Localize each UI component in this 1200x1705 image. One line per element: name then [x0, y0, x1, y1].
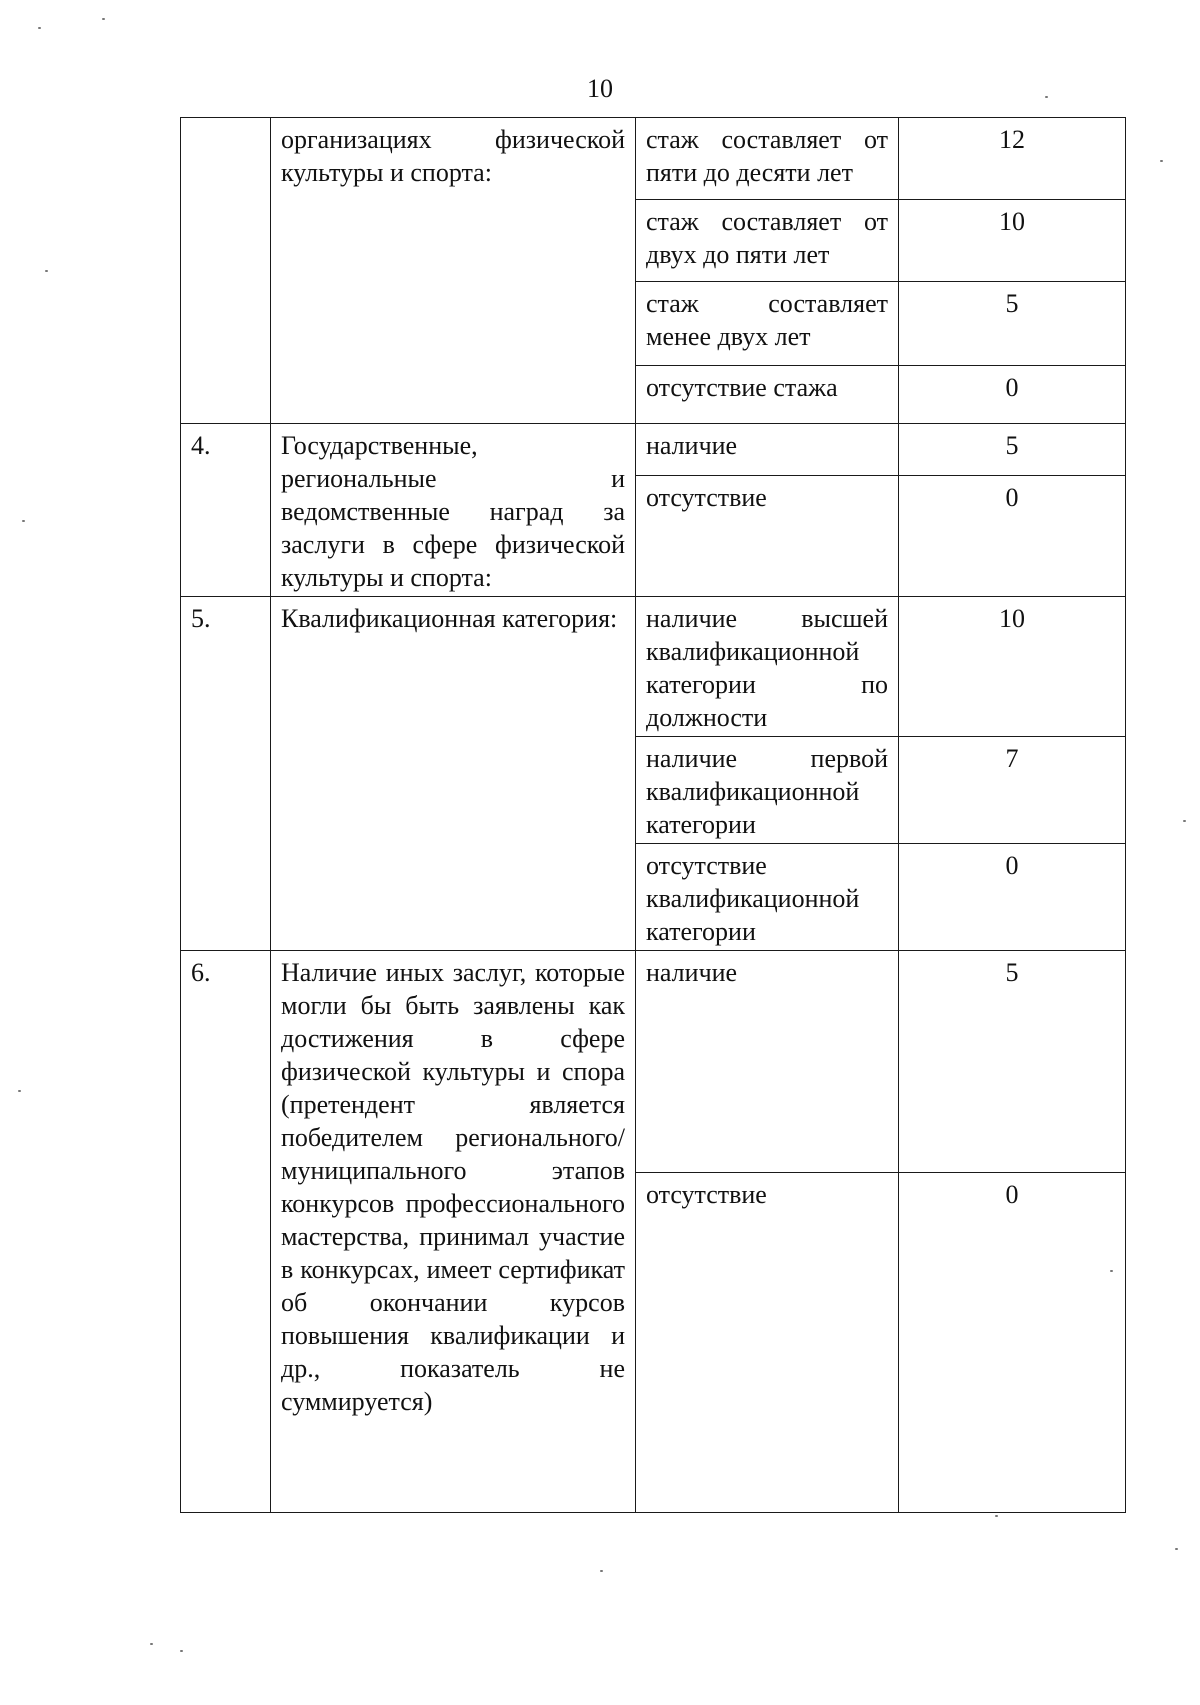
option-points: 5: [899, 282, 1126, 366]
option-text: отсутствие: [636, 1173, 899, 1513]
table-row: [181, 118, 1126, 200]
criteria-table: [180, 117, 1126, 1513]
option-points: 0: [899, 476, 1126, 597]
criterion-text: Наличие иных заслуг, которые могли бы быть заявлены как достижения в сфере физической культуры и спора (претендент является победителем регионального/ муниципального этапов конкурсов профессионального мастерства, принимал участие в конкурсах, имеет сертификат об окончании курсов повышения квалификации и др., показатель не суммируется): [271, 951, 636, 1513]
option-points: 5: [899, 951, 1126, 1173]
option-text: отсутствие квалификационной категории: [636, 844, 899, 951]
scan-speck: [600, 1570, 603, 1572]
row-number: [181, 118, 271, 424]
option-points: 10: [899, 200, 1126, 282]
scan-speck: [995, 1515, 998, 1517]
option-points: 10: [899, 597, 1126, 737]
option-points: 0: [899, 844, 1126, 951]
option-text: стаж составляет менее двух лет: [636, 282, 899, 366]
option-text: стаж составляет от пяти до десяти лет: [636, 118, 899, 200]
criterion-text: Квалификационная категория:: [271, 597, 636, 951]
row-number: 4.: [181, 424, 271, 597]
option-text: наличие: [636, 951, 899, 1173]
scan-speck: [1175, 1548, 1178, 1550]
scan-speck: [38, 27, 41, 29]
option-text: стаж составляет от двух до пяти лет: [636, 200, 899, 282]
option-text: отсутствие: [636, 476, 899, 597]
scan-speck: [22, 520, 25, 522]
scan-speck: [45, 270, 48, 272]
table-row: [181, 951, 1126, 1173]
criterion-text: Государственные, региональные и ведомственные наград за заслуги в сфере физической культуры и спорта:: [271, 424, 636, 597]
option-text: наличие высшей квалификационной категории по должности: [636, 597, 899, 737]
scan-speck: [102, 18, 105, 20]
table-row: [181, 424, 1126, 476]
row-number: 5.: [181, 597, 271, 951]
page-number: 10: [587, 74, 613, 103]
scan-speck: [150, 1643, 153, 1645]
option-points: 0: [899, 366, 1126, 424]
option-points: 5: [899, 424, 1126, 476]
option-points: 0: [899, 1173, 1126, 1513]
scan-speck: [18, 1090, 21, 1092]
table-row: [181, 597, 1126, 737]
option-points: 7: [899, 737, 1126, 844]
option-text: наличие: [636, 424, 899, 476]
scan-speck: [1183, 820, 1186, 822]
option-text: наличие первой квалификационной категории: [636, 737, 899, 844]
row-number: 6.: [181, 951, 271, 1513]
option-text: отсутствие стажа: [636, 366, 899, 424]
option-points: 12: [899, 118, 1126, 200]
scan-speck: [1110, 1270, 1113, 1272]
scan-speck: [180, 1650, 183, 1652]
scan-speck: [1045, 96, 1048, 98]
criterion-text: организациях физической культуры и спорта:: [271, 118, 636, 424]
scan-speck: [1160, 160, 1163, 162]
